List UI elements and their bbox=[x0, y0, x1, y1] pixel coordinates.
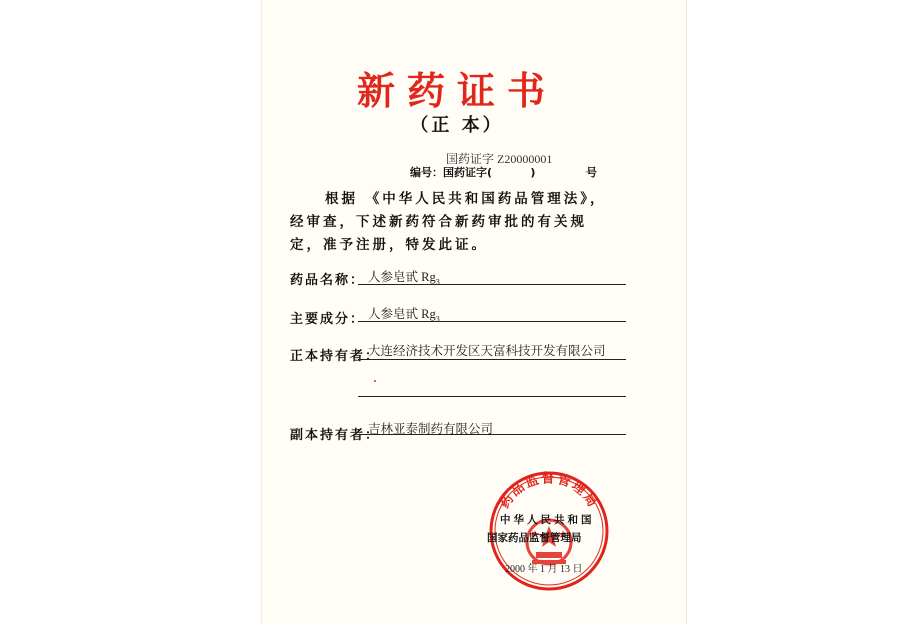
copy-holder-value: 吉林亚泰制药有限公司 bbox=[368, 422, 494, 436]
original-holder-label: 正本持有者： bbox=[290, 349, 381, 364]
main-ingredient-text: 人参皂甙 Rg bbox=[368, 307, 436, 321]
certificate-title: 新药证书 bbox=[356, 68, 557, 113]
certificate-number-handwritten: 国药证字 Z20000001 bbox=[446, 152, 553, 166]
main-ingredient-label: 主要成分： bbox=[290, 312, 366, 327]
original-holder-underline bbox=[358, 359, 626, 360]
certificate-number-suffix: 号 bbox=[586, 166, 597, 179]
drug-name-label: 药品名称： bbox=[290, 273, 366, 288]
drug-name-subscript: 3 bbox=[435, 277, 440, 287]
drug-name-underline bbox=[358, 284, 626, 285]
seal-line-1: 中华人民共和国 bbox=[500, 514, 595, 526]
certificate-subtitle: （正 本） bbox=[410, 115, 504, 136]
copy-holder-underline bbox=[358, 434, 626, 435]
seal-line-2: 国家药品监督管理局 bbox=[487, 532, 582, 544]
main-ingredient-underline bbox=[358, 321, 626, 322]
seal-ring-text: 药品监督管理局 bbox=[497, 471, 601, 512]
drug-name-text: 人参皂甙 Rg bbox=[368, 270, 436, 284]
original-holder-underline-2 bbox=[358, 396, 626, 397]
ink-dot bbox=[374, 380, 376, 382]
preamble-line-2: 经审查，下述新药符合新药审批的有关规 bbox=[290, 214, 587, 230]
svg-text:药品监督管理局 bbox=[497, 470, 601, 511]
main-ingredient-subscript: 3 bbox=[435, 314, 440, 324]
certificate-number-printed: 编号：国药证字( ) bbox=[410, 166, 536, 179]
original-holder-value: 大连经济技术开发区天富科技开发有限公司 bbox=[368, 344, 606, 358]
preamble-line-1: 根据 《中华人民共和国药品管理法》， bbox=[325, 191, 607, 207]
preamble-line-3: 定，准予注册，特发此证。 bbox=[290, 237, 488, 253]
copy-holder-label: 副本持有者： bbox=[290, 428, 381, 443]
issue-date: 2000 年 1 月 13 日 bbox=[505, 564, 583, 575]
